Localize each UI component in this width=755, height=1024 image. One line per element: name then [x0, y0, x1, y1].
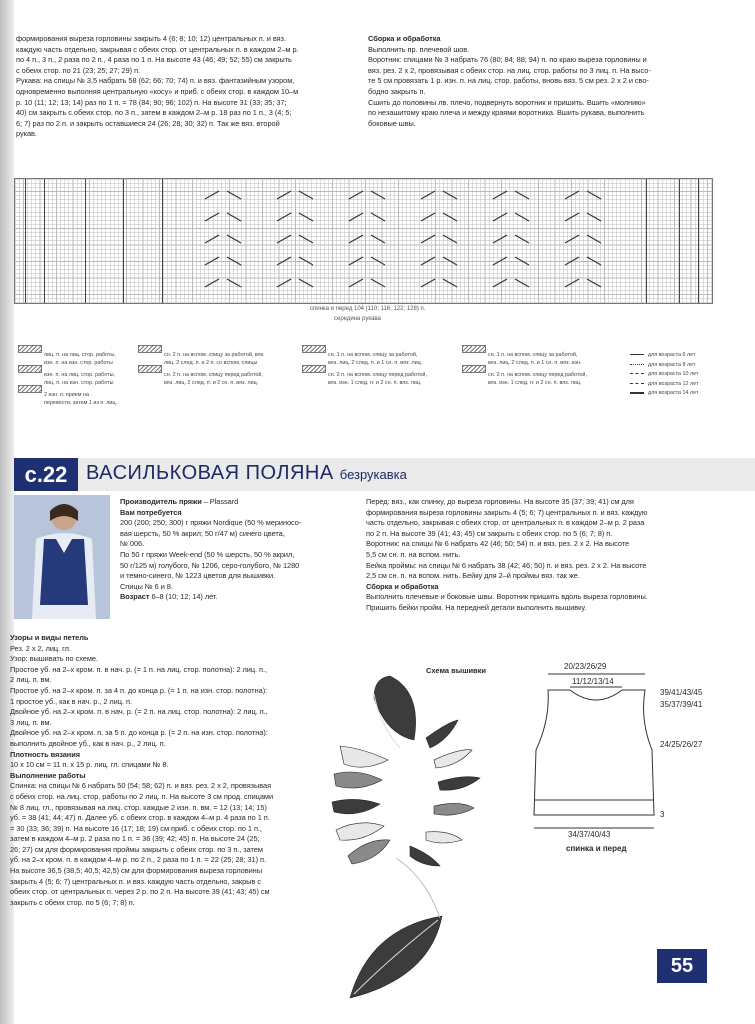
legend-symbol-icon	[462, 365, 486, 373]
text-line: На высоте 36,5 (38,5; 40,5; 42,5) см для формирования выреза горловины	[10, 866, 262, 876]
cable-stroke	[349, 235, 363, 243]
text-line: № 006.	[120, 539, 145, 549]
cable-stroke	[587, 191, 601, 199]
cable-stroke	[587, 257, 601, 265]
cable-stroke	[227, 257, 241, 265]
text-line: выполнить двойное уб., как в нач. р., 2 лиц. п.	[10, 738, 166, 748]
text-line: формирования выреза горловины закрыть 4 (6; 8; 10; 12) центральных п. и вяз.	[16, 34, 286, 43]
line-style-icon	[630, 383, 644, 384]
cable-stroke	[443, 191, 457, 199]
line-style-icon	[630, 364, 644, 365]
legend-age-entry	[630, 362, 740, 370]
cable-stroke	[443, 235, 457, 243]
cable-stroke	[349, 257, 363, 265]
assembly-heading-top: Сборка и обработка	[368, 34, 441, 43]
schematic-caption: спинка и перед	[566, 844, 627, 853]
cable-stroke	[299, 279, 313, 287]
legend-ages	[630, 352, 740, 400]
text-line: закрыть с обеих стор. по 5 (6; 7; 8) п.	[10, 897, 135, 907]
cable-stroke	[443, 279, 457, 287]
text-line: вая шерсть, 50 % акрил; 50 г/47 м) синего цвета,	[120, 528, 285, 538]
embroidery-scheme	[330, 668, 520, 1018]
cable-stroke	[227, 235, 241, 243]
legend-entry: сн. 2 п. на вспом. спицу перед работой,	[302, 372, 452, 380]
cable-stroke	[565, 213, 579, 221]
schematic-outline	[530, 660, 750, 860]
producer-value: – Plassard	[201, 497, 239, 506]
text-line: часть отдельно, закрывая с обеих стор. от центральных п. в каждом 2–м р. 2 раза	[366, 518, 645, 528]
legend-entry: сн. 1 п. на вспом. спицу за работой,	[302, 352, 452, 360]
text-line: Выполнить пр. плечевой шов.	[368, 44, 470, 54]
knitting-chart	[14, 178, 713, 304]
text-line: 3 лиц. п. вм.	[10, 717, 52, 727]
model-photo	[14, 495, 110, 619]
text-line: по 4 п., 3 п., 2 раза по 2 п., 4 раза по 1 п. На высоте 43 (46; 49; 52; 55) см закрыть	[16, 55, 292, 65]
text-line: те 5 см провязать 1 р. изн. п. на лиц. стор. работы, вновь вяз. 5 см рез. 2 х 2 и сво-	[368, 76, 649, 86]
age-label: Возраст	[120, 592, 150, 602]
legend-age-entry	[630, 390, 740, 398]
text-line: Пришить бейки пройм. На передней детали выполнить вышивку.	[366, 602, 587, 612]
page-number: 55	[657, 949, 707, 983]
cable-stroke	[277, 279, 291, 287]
cable-stroke	[299, 191, 313, 199]
text-line: 5,5 см сн. п. на вспом. нить.	[366, 549, 461, 559]
cable-stroke	[299, 213, 313, 221]
text-line: по незашитому краю плеча и между краями воротника. Вшить рукава, выполнить	[368, 108, 645, 118]
legend-col-2	[138, 352, 298, 392]
legend-symbol-icon	[138, 345, 162, 353]
cable-stroke	[421, 257, 435, 265]
text-line: Двойное уб. на 2–х кром. п. в нач. р. (= 2 п. на лиц. стор. полотна): 2 лиц. п.,	[10, 707, 268, 717]
legend-age-entry	[630, 371, 740, 379]
text-line: Перед: вяз., как спинку, до выреза горловины. На высоте 35 (37; 39; 41) см для	[366, 497, 634, 506]
work-heading: Выполнение работы	[10, 770, 86, 780]
cable-stroke	[565, 191, 579, 199]
cable-stroke	[205, 235, 219, 243]
text-line: уб. = 38 (41; 44; 47) п. Далее уб. с обеих стор. в каждом 4–м р. 4 раза по 1 п.	[10, 813, 270, 823]
text-line: Воротник: спицами № 3 набрать 76 (80; 84; 88; 94) п. по краю выреза горловины и	[368, 55, 647, 65]
text-line: № 8 лиц. гл., провязывая на лиц. стор. каждые 2 изн. п. вм. = 12 (13; 14; 15)	[10, 802, 267, 812]
legend-col-1	[18, 352, 130, 412]
line-style-icon	[630, 354, 644, 355]
section-header	[14, 458, 755, 491]
instructions-left	[10, 633, 332, 908]
legend-symbol-icon	[138, 365, 162, 373]
instructions-right	[366, 497, 714, 614]
cable-stroke	[587, 235, 601, 243]
cable-stroke	[277, 213, 291, 221]
cable-stroke	[565, 279, 579, 287]
chart-cable-strokes	[15, 179, 712, 303]
cable-stroke	[587, 213, 601, 221]
legend-entry: изн. п. на изн. стор. работы	[44, 359, 113, 366]
cable-stroke	[227, 191, 241, 199]
cable-stroke	[371, 235, 385, 243]
cable-stroke	[299, 257, 313, 265]
cable-stroke	[493, 213, 507, 221]
text-line: Бейка проймы: на спицы № 6 набрать 38 (42; 46; 50) п. и вяз. рез. 2 х 2. На высоте	[366, 560, 647, 570]
cable-stroke	[443, 213, 457, 221]
chart-footer	[14, 302, 711, 322]
legend-entry: перевести, затем 1 из п. лиц.	[44, 399, 117, 406]
cable-stroke	[205, 279, 219, 287]
text-line: с обеих стор. по 21 (23; 25; 27; 29) п.	[16, 65, 141, 75]
text-line: по 2 п. На высоте 39 (41; 43; 45) см закрыть с обеих стор. по 5 (6; 7; 8) п.	[366, 528, 613, 538]
cable-stroke	[299, 235, 313, 243]
text-line: Спицы № 6 и 8.	[120, 581, 173, 591]
cable-stroke	[205, 191, 219, 199]
cable-stroke	[493, 191, 507, 199]
legend-age-entry	[630, 381, 740, 389]
schematic-h1: 39/41/43/45	[660, 688, 703, 697]
cable-stroke	[443, 257, 457, 265]
cable-stroke	[421, 279, 435, 287]
legend-entry: лиц. п. на изн. стор. работы	[44, 379, 114, 386]
text-line: уб. на 2–х кром. п. в каждом 4–м р. по 2 п., 2 раза по 1 п. = 22 (25; 28; 31) п.	[10, 855, 266, 865]
text-line: закрыть 4 (5; 6; 7) центральных п. и вяз. каждую часть отдельно, закрыв с	[10, 876, 261, 886]
legend-entry: сн. 2 п. на вспом. спицу за работой, вяз.	[138, 352, 298, 360]
legend-entry: лиц. п. на лиц. стор. работы,	[18, 352, 130, 360]
cable-stroke	[277, 257, 291, 265]
cable-stroke	[493, 279, 507, 287]
pattern-title-text: ВАСИЛЬКОВАЯ ПОЛЯНА	[86, 462, 334, 484]
legend-entry: сн. 2 п. на вспом. спицу перед работой,	[138, 372, 298, 380]
cable-stroke	[205, 213, 219, 221]
cable-stroke	[349, 279, 363, 287]
schematic-top-width: 20/23/26/29	[564, 662, 607, 671]
cable-stroke	[587, 279, 601, 287]
schematic-h2: 35/37/39/41	[660, 700, 703, 709]
cable-stroke	[421, 213, 435, 221]
cable-stroke	[371, 213, 385, 221]
line-style-icon	[630, 392, 644, 394]
age-value: 6–8 (10; 12; 14) лет.	[149, 592, 218, 602]
legend-age-label: для возраста 14 лет	[648, 390, 699, 396]
text-line: = 30 (33; 36; 39) п. На высоте 16 (17; 18; 19) см приб. с обеих стор. по 1 п.,	[10, 823, 262, 833]
cable-stroke	[277, 235, 291, 243]
text-line: каждую часть отдельно, закрывая с обеих стор. от центральных п. в каждом 2–м р.	[16, 44, 299, 54]
cable-stroke	[227, 213, 241, 221]
cable-stroke	[277, 191, 291, 199]
cable-stroke	[371, 279, 385, 287]
density-heading: Плотность вязания	[10, 749, 80, 759]
legend-entry: вяз. лиц. 2 след. п. и 2 сн. п. вяз. лиц.	[164, 379, 259, 386]
legend-entry: лиц. 2 след. п. и 2 п. со вспом. спицы	[164, 359, 258, 366]
top-right-text	[368, 34, 713, 129]
density-line: 10 х 10 см = 11 п. х 15 р. лиц. гл. спицами № 8.	[10, 760, 169, 770]
text-line: 26; 27) см для формирования проймы закрыть с обеих стор. по 3 п., затем	[10, 844, 263, 854]
pattern-title	[86, 462, 407, 485]
text-line: 200 (200; 250; 300) г пряжи Nordique (50 % мериносо-	[120, 518, 302, 528]
text-line: бодно закрыть п.	[368, 86, 426, 96]
text-line: формирования выреза горловины закрыть 4 (5; 6; 7) центральных п. и вяз. каждую	[366, 507, 648, 517]
legend-entry: вяз. лиц. 2 след. п. и 1 сн. п. вяз. изн.	[488, 359, 582, 366]
schematic-bottom-width: 34/37/40/43	[568, 830, 611, 839]
text-line: По 50 г пряжи Week-end (50 % шерсть, 50 % акрил,	[120, 549, 295, 559]
legend-col-3	[302, 352, 452, 392]
legend-symbol-icon	[302, 345, 326, 353]
text-line: Сшить до половины лв. плечо, подвернуть воротник и пришить. Вшить «молнию»	[368, 97, 646, 107]
cable-stroke	[515, 191, 529, 199]
legend-age-label: для возраста 6 лет	[648, 352, 696, 358]
leaf-shape	[374, 676, 416, 740]
text-line: Воротник: на спицы № 6 набрать 42 (46; 50; 54) п. и вяз. рез. 2 х 2. На высоте	[366, 539, 630, 549]
legend-entry: вяз. изн. 1 след. п. и 2 сн. п. вяз. лиц.	[488, 379, 582, 386]
text-line: Рез. 2 х 2, лиц. гл.	[10, 643, 71, 653]
text-line: 50 г/125 м) голубого, № 1206, серо-голубого, № 1280	[120, 560, 300, 570]
legend-age-label: для возраста 10 лет	[648, 371, 699, 377]
text-line: Простое уб. на 2–х кром. п. за 4 п. до конца р. (= 1 п. на изн. стор. полотна):	[10, 685, 268, 695]
cable-stroke	[421, 235, 435, 243]
cable-stroke	[493, 257, 507, 265]
cable-stroke	[515, 235, 529, 243]
text-line: 6; 7) раз по 2 п. и закрыть оставшиеся 24 (26; 28; 30; 32) п. Так же вяз. второй	[16, 118, 280, 128]
legend-symbol-icon	[18, 385, 42, 393]
cable-stroke	[565, 257, 579, 265]
materials-block	[120, 497, 340, 603]
text-line: Простое уб. на 2–х кром. п. в нач. р. (= 1 п. на лиц. стор. полотна): 2 лиц. п.,	[10, 664, 268, 674]
legend-age-label: для возраста 8 лет	[648, 361, 696, 368]
text-line: 1 простое уб., как в нач. р., 2 лиц. п.	[10, 696, 132, 706]
legend-entry: 2 изн. п. прием на	[18, 392, 130, 400]
legend-symbol-icon	[462, 345, 486, 353]
cable-stroke	[515, 257, 529, 265]
legend-entry: сн. 2 п. на вспом. спицу перед работой,	[462, 372, 612, 380]
embroidery-label: Схема вышивки	[426, 666, 487, 675]
line-style-icon	[630, 373, 644, 374]
text-line: Выполнить плечевые и боковые швы. Воротник пришить вдоль выреза горловины.	[366, 592, 648, 602]
cable-stroke	[371, 191, 385, 199]
schematic-h4: 3	[660, 810, 665, 819]
garment-schematic	[530, 660, 750, 860]
text-line: р. 10 (11; 12; 13; 14) раз по 1 п. = 78 (84; 90; 96; 102) п. На высоте 31 (33; 35; 37;	[16, 97, 287, 107]
cable-stroke	[349, 213, 363, 221]
top-left-text	[16, 34, 346, 140]
legend-symbol-icon	[302, 365, 326, 373]
text-line: с обеих стор. на лиц. стор. работы по 2 лиц. п. На высоте 3 см прод. спицами	[10, 791, 274, 801]
legend-entry: сн. 1 п. на вспом. спицу за работой,	[462, 352, 612, 360]
text-line: одновременно выполняя центральную «косу» и приб. с обеих стор. в каждом 10–м	[16, 86, 299, 96]
child-vest-illustration	[14, 495, 110, 619]
text-line: Рукава: на спицы № 3,5 набрать 58 (62; 66; 70; 74) п. и вяз. фантазийным узором,	[16, 76, 295, 86]
text-line: Спинка: на спицы № 6 набрать 50 (54; 58; 62) п. и вяз. рез. 2 х 2, провязывая	[10, 781, 272, 791]
cable-stroke	[205, 257, 219, 265]
legend-symbol-icon	[18, 345, 42, 353]
text-line: затем в каждом 4–м р. 2 раза по 1 п. = 36 (39; 42; 45) п. На высоте 24 (25;	[10, 834, 260, 844]
cable-stroke	[565, 235, 579, 243]
schematic-h3: 24/25/26/27	[660, 740, 703, 749]
legend-entry: изн. п. на лиц. стор. работы,	[18, 372, 130, 380]
text-line: 2 лиц. п. вм.	[10, 675, 52, 685]
schematic-neck-width: 11/12/13/14	[572, 677, 614, 686]
text-line: рукав.	[16, 129, 37, 139]
producer-label: Производитель пряжи	[120, 497, 202, 506]
pattern-subtitle: безрукавка	[339, 467, 407, 482]
cable-stroke	[349, 191, 363, 199]
text-line: Двойное уб. на 2–х кром. п. за 5 п. до конца р. (= 2 п. на изн. стор. полотна):	[10, 728, 268, 738]
text-line: 2,5 см сн. п. на вспом. нить. Бейку для 2–й проймы вяз. так же.	[366, 571, 580, 581]
text-line: обеих стор. от центральных п. через 2 р. по 2 п. На высоте 39 (41; 43; 45) см	[10, 887, 270, 897]
legend-age-entry	[630, 352, 740, 360]
chart-caption: спинка и перед 104 (110; 116; 122; 128) п.	[310, 306, 426, 312]
legend-entry: вяз. лиц. 2 след. п. и 1 сн. п. вяз. лиц.	[328, 359, 423, 366]
legend-age-label: для возраста 12 лет	[648, 380, 699, 387]
text-line: боковые швы.	[368, 118, 416, 128]
cable-stroke	[371, 257, 385, 265]
pattern-number: с.22	[14, 458, 78, 491]
legend-symbol-icon	[18, 365, 42, 373]
cable-stroke	[493, 235, 507, 243]
cable-stroke	[227, 279, 241, 287]
text-line: 40) см закрыть с обеих стор. по 3 п., затем в каждом 2–м р. 18 раз по 1 п., 3 (4; 5;	[16, 108, 292, 118]
chart-caption-2: середина рукава	[334, 316, 381, 322]
legend-entry: вяз. изн. 1 след. п. и 2 сн. п. вяз. лиц.	[328, 379, 422, 386]
assembly-heading: Сборка и обработка	[366, 581, 439, 591]
legend-col-4	[462, 352, 612, 392]
need-label: Вам потребуется	[120, 507, 182, 517]
cable-stroke	[515, 213, 529, 221]
cable-stroke	[515, 279, 529, 287]
patterns-heading: Узоры и виды петель	[10, 633, 89, 642]
cable-stroke	[421, 191, 435, 199]
text-line: вяз. рез. 2 х 2, провязывая с обеих стор. на лиц. стор. работы по 3 лиц. п. На высо-	[368, 65, 651, 75]
text-line: и темно-синего, № 1223 цветов для вышивки.	[120, 571, 276, 581]
text-line: Узор: вышивать по схеме.	[10, 654, 98, 664]
